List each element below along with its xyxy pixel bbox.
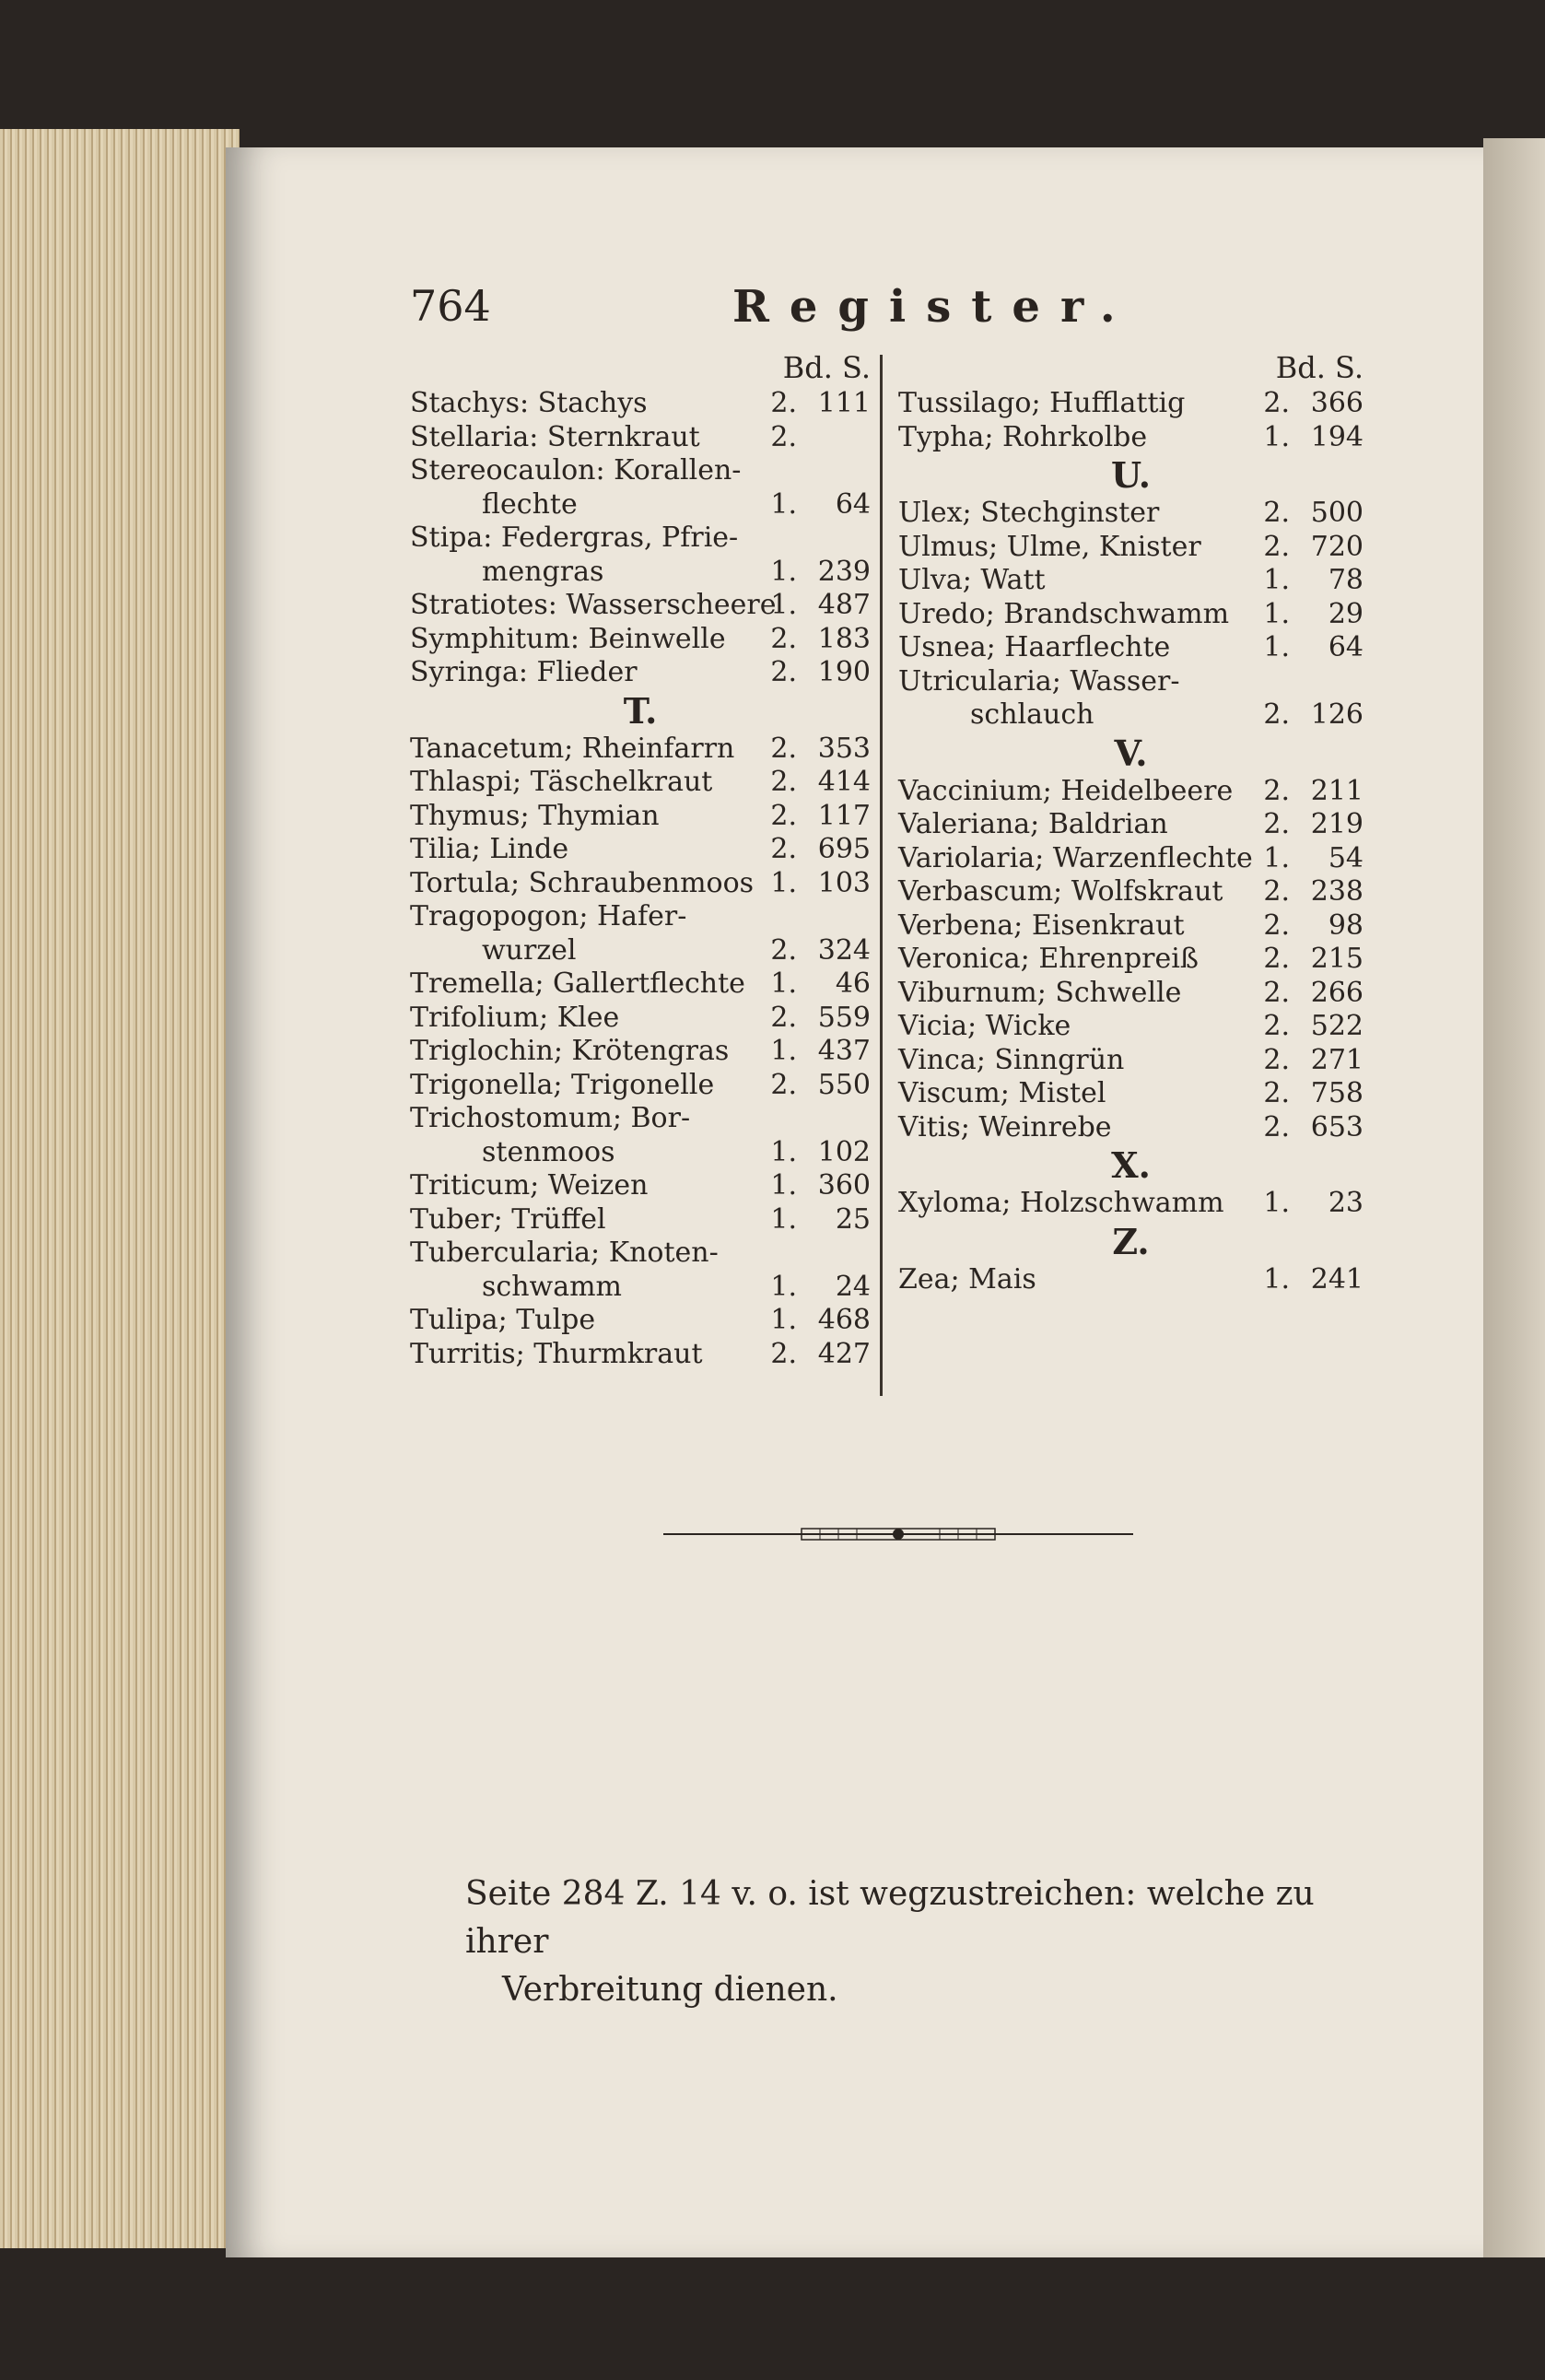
index-entry [410, 1237, 871, 1271]
index-entry [898, 1263, 1364, 1297]
entry-page: 500 [1310, 497, 1364, 529]
entry-term: Vaccinium; Heidelbeere [898, 774, 1234, 807]
index-entry [898, 598, 1364, 632]
entry-volume: 2. [770, 622, 797, 655]
entry-page: 414 [817, 766, 871, 798]
index-column-left [410, 350, 871, 1371]
entry-term: mengras [482, 555, 604, 588]
index-entry [898, 387, 1364, 421]
column-head: Bd. S. [782, 350, 871, 385]
entry-page: 366 [1310, 387, 1364, 419]
entry-term: flechte [482, 487, 578, 521]
entry-page: 522 [1310, 1010, 1364, 1042]
index-entry [410, 800, 871, 834]
entry-term: Ulex; Stechginster [898, 497, 1160, 529]
entry-term: stenmoos [482, 1135, 615, 1168]
entry-term: schlauch [970, 698, 1094, 731]
entry-page: 468 [817, 1304, 871, 1336]
entry-page: 324 [817, 933, 871, 967]
entry-volume: 2. [770, 1068, 797, 1101]
entry-page: 238 [1310, 875, 1364, 908]
entry-volume: 2. [1263, 1077, 1290, 1109]
entry-page: 111 [817, 387, 871, 419]
index-entry [410, 1102, 871, 1136]
entry-term: Tussilago; Hufflattig [898, 387, 1186, 419]
entry-page: 29 [1328, 597, 1364, 630]
errata-note [465, 1870, 1368, 2014]
index-entry [898, 631, 1364, 665]
index-entry [410, 1203, 871, 1237]
index-entry [898, 842, 1364, 876]
index-entry [898, 564, 1364, 598]
entry-term: Trifolium; Klee [410, 1001, 620, 1034]
entry-term: Tilia; Linde [410, 833, 569, 865]
entry-term: Usnea; Haarflechte [898, 631, 1171, 663]
entry-page: 695 [817, 833, 871, 865]
index-entry [898, 909, 1364, 944]
entry-volume: 1. [770, 866, 797, 899]
entry-volume: 2. [1263, 774, 1290, 807]
entry-volume: 2. [770, 1001, 797, 1034]
entry-volume: 2. [770, 732, 797, 765]
entry-volume: 1. [1263, 1262, 1290, 1296]
entry-page: 211 [1310, 774, 1364, 807]
entry-volume: 2. [1263, 976, 1290, 1009]
index-entry [410, 1169, 871, 1203]
entry-volume: 2. [1263, 698, 1290, 731]
entry-term: Valeriana; Baldrian [898, 808, 1168, 840]
section-letter [410, 690, 871, 733]
entry-volume: 1. [770, 589, 797, 621]
entry-volume: 2. [1263, 497, 1290, 529]
index-entry [410, 1069, 871, 1103]
entry-page: 78 [1328, 564, 1364, 596]
entry-page: 360 [817, 1169, 871, 1202]
entry-page: 271 [1310, 1043, 1364, 1076]
ornament-rule [663, 1525, 1133, 1543]
entry-volume: 1. [770, 1035, 797, 1067]
index-entry [410, 967, 871, 1002]
entry-term: Uredo; Brandschwamm [898, 597, 1230, 630]
section-letter-label: V. [1114, 732, 1148, 774]
entry-term: Xyloma; Holzschwamm [898, 1187, 1224, 1219]
entry-volume: 2. [770, 766, 797, 798]
index-entry [898, 977, 1364, 1011]
index-entry [410, 522, 871, 556]
entry-term: Stellaria: Sternkraut [410, 420, 700, 453]
entry-term: Thymus; Thymian [410, 799, 660, 832]
entry-volume: 2. [1263, 943, 1290, 975]
entry-term: Symphitum: Beinwelle [410, 622, 726, 655]
index-entry [410, 934, 871, 968]
entry-volume: 2. [770, 933, 797, 967]
entry-volume: 2. [770, 387, 797, 419]
entry-volume: 2. [770, 1337, 797, 1370]
index-entry [898, 1187, 1364, 1221]
entry-term: Tortula; Schraubenmoos [410, 866, 755, 899]
entry-volume: 1. [1263, 1187, 1290, 1219]
entry-term: Tubercularia; Knoten- [410, 1237, 719, 1269]
entry-term: Verbena; Eisenkraut [898, 909, 1185, 942]
facing-page-edge [1483, 138, 1545, 2257]
entry-volume: 1. [770, 1135, 797, 1168]
entry-volume: 2. [770, 656, 797, 688]
index-entry [898, 1111, 1364, 1145]
entry-volume: 2. [1263, 1043, 1290, 1076]
entry-volume: 2. [770, 833, 797, 865]
entry-volume: 2. [770, 799, 797, 832]
section-letter [898, 1144, 1364, 1187]
entry-term: Turritis; Thurmkraut [410, 1337, 703, 1370]
entry-volume: 1. [1263, 564, 1290, 596]
entry-volume: 1. [770, 1304, 797, 1336]
entry-term: Stachys: Stachys [410, 387, 648, 419]
entry-term: schwamm [482, 1270, 622, 1303]
page-edges [0, 129, 240, 2248]
entry-term: Tulipa; Tulpe [410, 1304, 596, 1336]
entry-page: 23 [1328, 1187, 1364, 1219]
entry-volume: 1. [770, 1202, 797, 1236]
entry-page: 102 [817, 1135, 871, 1168]
entry-page: 241 [1310, 1262, 1364, 1296]
index-entry [898, 808, 1364, 842]
entry-term: Tragopogon; Hafer- [410, 900, 687, 932]
index-entry [898, 1010, 1364, 1044]
entry-volume: 1. [770, 555, 797, 588]
index-entry [410, 867, 871, 901]
index-entry [898, 698, 1364, 733]
entry-volume: 1. [1263, 597, 1290, 630]
entry-volume: 2. [1263, 387, 1290, 419]
index-entry [410, 1304, 871, 1338]
entry-page: 353 [817, 732, 871, 765]
index-entry [898, 497, 1364, 531]
entry-page: 194 [1310, 420, 1364, 453]
errata-line: Verbreitung dienen. [502, 1971, 838, 2009]
index-entry [410, 656, 871, 690]
entry-term: Syringa: Flieder [410, 656, 638, 688]
entry-page: 46 [835, 967, 871, 1000]
entry-term: Utricularia; Wasser- [898, 664, 1180, 698]
index-entry [410, 900, 871, 934]
entry-volume: 2. [1263, 909, 1290, 942]
index-entry [410, 589, 871, 623]
entry-term: Viscum; Mistel [898, 1077, 1106, 1109]
entry-page: 183 [817, 622, 871, 655]
index-entry [410, 766, 871, 800]
entry-term: Triticum; Weizen [410, 1169, 649, 1202]
index-entry [410, 387, 871, 421]
index-entry [410, 556, 871, 590]
entry-page: 266 [1310, 976, 1364, 1009]
index-entry [410, 1338, 871, 1372]
entry-volume: 1. [1263, 420, 1290, 453]
entry-term: Tremella; Gallertflechte [410, 967, 745, 1000]
entry-page: 653 [1310, 1110, 1364, 1143]
page-header [410, 281, 1359, 346]
column-head: Bd. S. [1275, 350, 1364, 385]
entry-volume: 2. [1263, 1110, 1290, 1143]
index-entry [410, 1002, 871, 1036]
entry-term: Vitis; Weinrebe [898, 1110, 1112, 1143]
entry-term: Vinca; Sinngrün [898, 1043, 1125, 1076]
entry-page: 437 [817, 1035, 871, 1067]
entry-term: Vicia; Wicke [898, 1010, 1071, 1042]
entry-page: 117 [817, 799, 871, 832]
entry-term: Stipa: Federgras, Pfrie- [410, 522, 739, 554]
entry-volume: 2. [1263, 808, 1290, 840]
index-entry [410, 833, 871, 867]
section-letter-label: Z. [1112, 1220, 1150, 1262]
page-number: 764 [410, 281, 491, 331]
entry-term: Viburnum; Schwelle [898, 976, 1182, 1009]
entry-page: 54 [1328, 841, 1364, 874]
entry-page: 103 [817, 866, 871, 899]
entry-term: Triglochin; Krötengras [410, 1035, 730, 1067]
entry-term: Zea; Mais [898, 1262, 1036, 1296]
entry-volume: 1. [1263, 631, 1290, 663]
entry-page: 215 [1310, 943, 1364, 975]
entry-term: wurzel [482, 933, 577, 967]
index-entry [898, 943, 1364, 977]
entry-volume: 1. [770, 1169, 797, 1202]
entry-term: Veronica; Ehrenpreiß [898, 943, 1199, 975]
index-entry [898, 1044, 1364, 1078]
entry-term: Variolaria; Warzenflechte [898, 841, 1253, 874]
entry-page: 758 [1310, 1077, 1364, 1109]
section-letter [898, 454, 1364, 497]
entry-page: 64 [1328, 631, 1364, 663]
index-entry [410, 1271, 871, 1305]
index-entry [898, 775, 1364, 809]
entry-term: Trichostomum; Bor- [410, 1102, 691, 1134]
entry-volume: 2. [770, 420, 797, 453]
section-letter [898, 1221, 1364, 1263]
index-entry [410, 623, 871, 657]
index-entry [410, 421, 871, 455]
errata-line: Seite 284 Z. 14 v. o. ist wegzustreichen: welche zu ihrer [465, 1875, 1315, 1961]
index-entry [898, 421, 1364, 455]
entry-page: 550 [817, 1068, 871, 1101]
entry-term: Ulmus; Ulme, Knister [898, 530, 1201, 563]
entry-page: 219 [1310, 808, 1364, 840]
entry-page: 64 [835, 487, 871, 521]
entry-term: Trigonella; Trigonelle [410, 1068, 715, 1101]
entry-volume: 1. [770, 1270, 797, 1303]
entry-term: Verbascum; Wolfskraut [898, 875, 1223, 908]
entry-page: 559 [817, 1001, 871, 1034]
entry-page: 190 [817, 656, 871, 688]
index-entry [410, 733, 871, 767]
entry-page: 24 [835, 1270, 871, 1303]
entry-term: Thlaspi; Täschelkraut [410, 766, 713, 798]
running-title: Register. [732, 281, 1136, 333]
index-entry [410, 1035, 871, 1069]
entry-page: 126 [1310, 698, 1364, 731]
entry-term: Tuber; Trüffel [410, 1202, 606, 1236]
index-entry [410, 1136, 871, 1170]
entry-term: Stratiotes: Wasserscheere [410, 589, 777, 621]
index-entry [898, 875, 1364, 909]
entry-volume: 2. [1263, 875, 1290, 908]
entry-page: 427 [817, 1337, 871, 1370]
entry-page: 487 [817, 589, 871, 621]
index-entry [410, 488, 871, 522]
index-column-right [898, 350, 1364, 1296]
entry-term: Tanacetum; Rheinfarrn [410, 732, 735, 765]
section-letter-label: T. [623, 689, 658, 732]
entry-volume: 1. [1263, 841, 1290, 874]
entry-volume: 2. [1263, 1010, 1290, 1042]
section-letter-label: U. [1111, 454, 1151, 496]
entry-term: Stereocaulon: Korallen- [410, 454, 742, 487]
entry-volume: 1. [770, 487, 797, 521]
entry-term: Typha; Rohrkolbe [898, 420, 1148, 453]
column-divider [880, 355, 883, 1396]
index-entry [898, 531, 1364, 565]
entry-volume: 1. [770, 967, 797, 1000]
entry-page: 25 [835, 1202, 871, 1236]
entry-term: Ulva; Watt [898, 564, 1046, 596]
section-letter-label: X. [1111, 1144, 1151, 1186]
entry-page: 720 [1310, 530, 1364, 563]
entry-page: 239 [817, 555, 871, 588]
section-letter [898, 733, 1364, 775]
index-entry [898, 665, 1364, 699]
index-entry [410, 454, 871, 488]
entry-volume: 2. [1263, 530, 1290, 563]
index-entry [898, 1077, 1364, 1111]
entry-page: 98 [1328, 909, 1364, 942]
